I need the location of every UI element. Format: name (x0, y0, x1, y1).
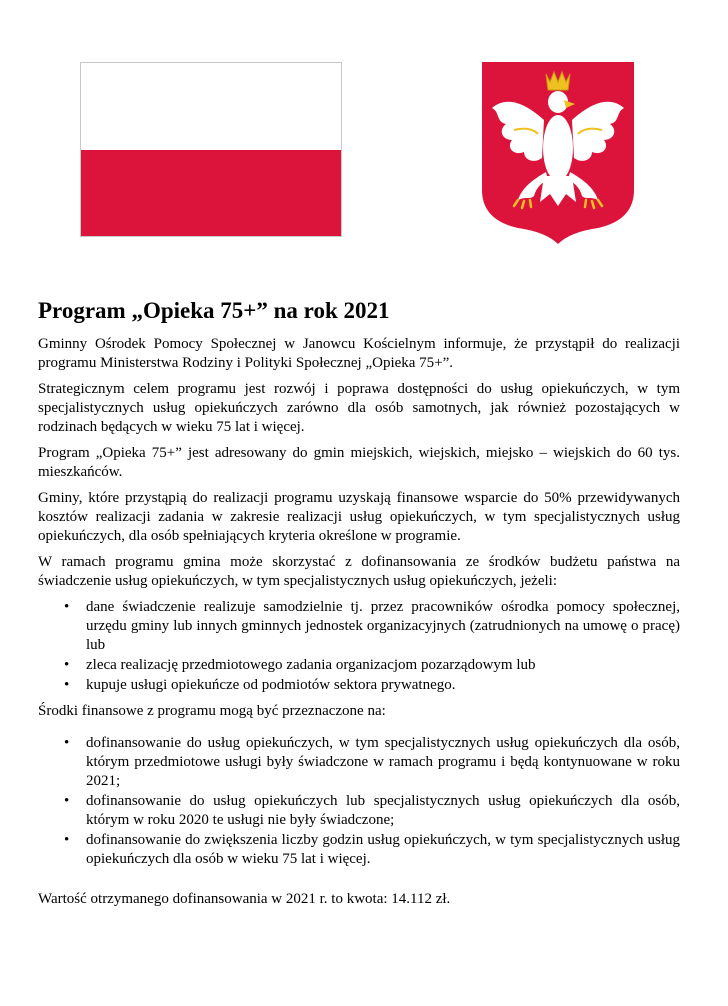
paragraph-support: Gminy, które przystąpią do realizacji programu uzyskają finansowe wsparcie do 50% przewidywanych kosztów realizacji zadania w zakresie realizacji usług opiekuńczych, w tym specjalistycznych usług opiekuńczych, dla osób spełniających kryteria określone w programie. (38, 489, 680, 544)
summary-text: Wartość otrzymanego dofinansowania w 2021 r. to kwota: 14.112 zł. (38, 890, 451, 907)
list-item: • dofinansowanie do usług opiekuńczych lub specjalistycznych usług opiekuńczych dla osób, którym w roku 2020 te usługi nie były świadczone; (86, 792, 680, 830)
paragraph-funds: Środki finansowe z programu mogą być przeznaczone na: (38, 702, 386, 719)
paragraph-audience: Program „Opieka 75+” jest adresowany do gmin miejskich, wiejskich, miejsko – wiejskich do 60 tys. mieszkańców. (38, 444, 680, 480)
polish-flag-icon (80, 62, 342, 237)
funds-list (38, 734, 680, 869)
paragraph-goal: Strategicznym celem programu jest rozwój i poprawa dostępności do usług opiekuńczych, w tym specjalistycznych usług opiekuńczych zarówno dla osób samotnych, jak również pozostających w rodzinach będących w wieku 75 lat i więcej. (38, 380, 680, 435)
list-item: • dofinansowanie do usług opiekuńczych, w tym specjalistycznych usług opiekuńczych dla osób, którym przedmiotowe usługi były świadczone w ramach programu i będą kontynuowane w roku 2021; (86, 734, 680, 791)
list-item: • dane świadczenie realizuje samodzielnie tj. przez pracowników ośrodka pomocy społecznej, urzędu gminy lub innych gminnych jednostek organizacyjnych (zatrudnionych na umowę o pracę) lub (86, 598, 680, 655)
paragraph-conditions: W ramach programu gmina może skorzystać z dofinansowania ze środków budżetu państwa na świadczenie usług opiekuńczych, w tym specjalistycznych usług opiekuńczych, jeżeli: (38, 553, 680, 589)
polish-eagle-emblem-icon (478, 60, 638, 246)
document-body (38, 296, 680, 916)
flag-red-stripe (81, 150, 341, 237)
paragraph-intro: Gminny Ośrodek Pomocy Społecznej w Janowcu Kościelnym informuje, że przystąpił do realizacji programu Ministerstwa Rodziny i Polityki Społecznej „Opieka 75+”. (38, 335, 680, 371)
conditions-list (38, 598, 680, 695)
list-item: • dofinansowanie do zwiększenia liczby godzin usług opiekuńczych, w tym specjalistycznych usług opiekuńczych dla osób w wieku 75 lat i więcej. (86, 831, 680, 869)
list-item: • zleca realizację przedmiotowego zadania organizacjom pozarządowym lub (86, 656, 680, 675)
list-item: • kupuje usługi opiekuńcze od podmiotów sektora prywatnego. (86, 676, 680, 695)
page-title: Program „Opieka 75+” na rok 2021 (38, 298, 390, 323)
flag-white-stripe (81, 63, 341, 150)
